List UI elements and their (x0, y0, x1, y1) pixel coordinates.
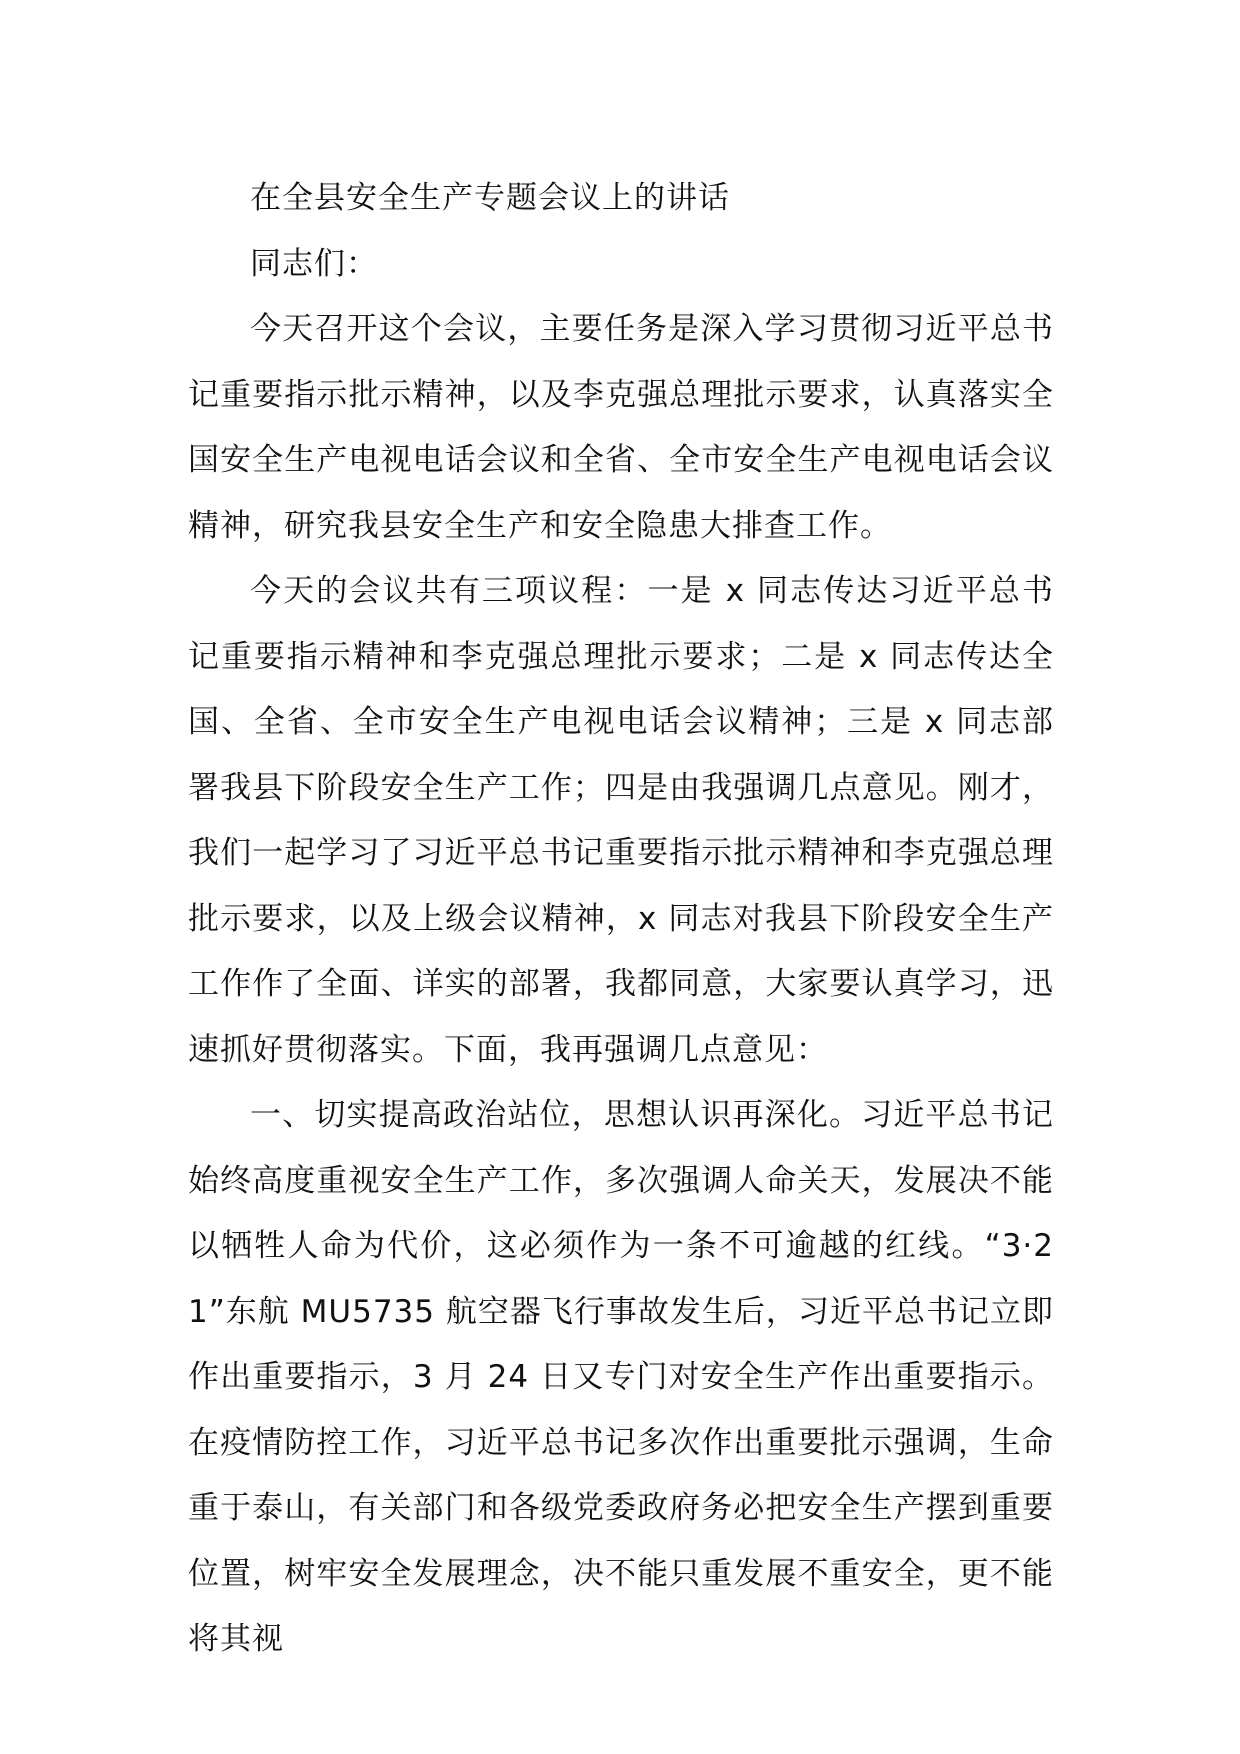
paragraph-intro: 今天召开这个会议，主要任务是深入学习贯彻习近平总书记重要指示批示精神，以及李克强总理批示要求，认真落实全国安全生产电视电话会议和全省、全市安全生产电视电话会议精神，研究我县安全生产和安全隐患大排查工作。 (188, 311, 1054, 544)
document-title: 在全县安全生产专题会议上的讲话 (250, 180, 730, 216)
document-body (188, 166, 1054, 1673)
salutation: 同志们： (250, 245, 378, 282)
paragraph-section-one: 一、切实提高政治站位，思想认识再深化。习近平总书记始终高度重视安全生产工作，多次强调人命关天，发展决不能以牺牲人命为代价，这必须作为一条不可逾越的红线。“3·21”东航 MU5735 航空器飞行事故发生后，习近平总书记立即作出重要指示，3 月 24 日又专门对安全生产作出重要指示。在疫情防控工作，习近平总书记多次作出重要批示强调，生命重于泰山，有关部门和各级党委政府务必把安全生产摆到重要位置，树牢安全发展理念，决不能只重发展不重安全，更不能将其视 (188, 1097, 1054, 1657)
paragraph-agenda: 今天的会议共有三项议程：一是 x 同志传达习近平总书记重要指示精神和李克强总理批示要求；二是 x 同志传达全国、全省、全市安全生产电视电话会议精神；三是 x 同志部署我县下阶段安全生产工作；四是由我强调几点意见。刚才，我们一起学习了习近平总书记重要指示批示精神和李克强总理批示要求，以及上级会议精神，x 同志对我县下阶段安全生产工作作了全面、详实的部署，我都同意，大家要认真学习，迅速抓好贯彻落实。下面，我再强调几点意见： (188, 573, 1054, 1068)
